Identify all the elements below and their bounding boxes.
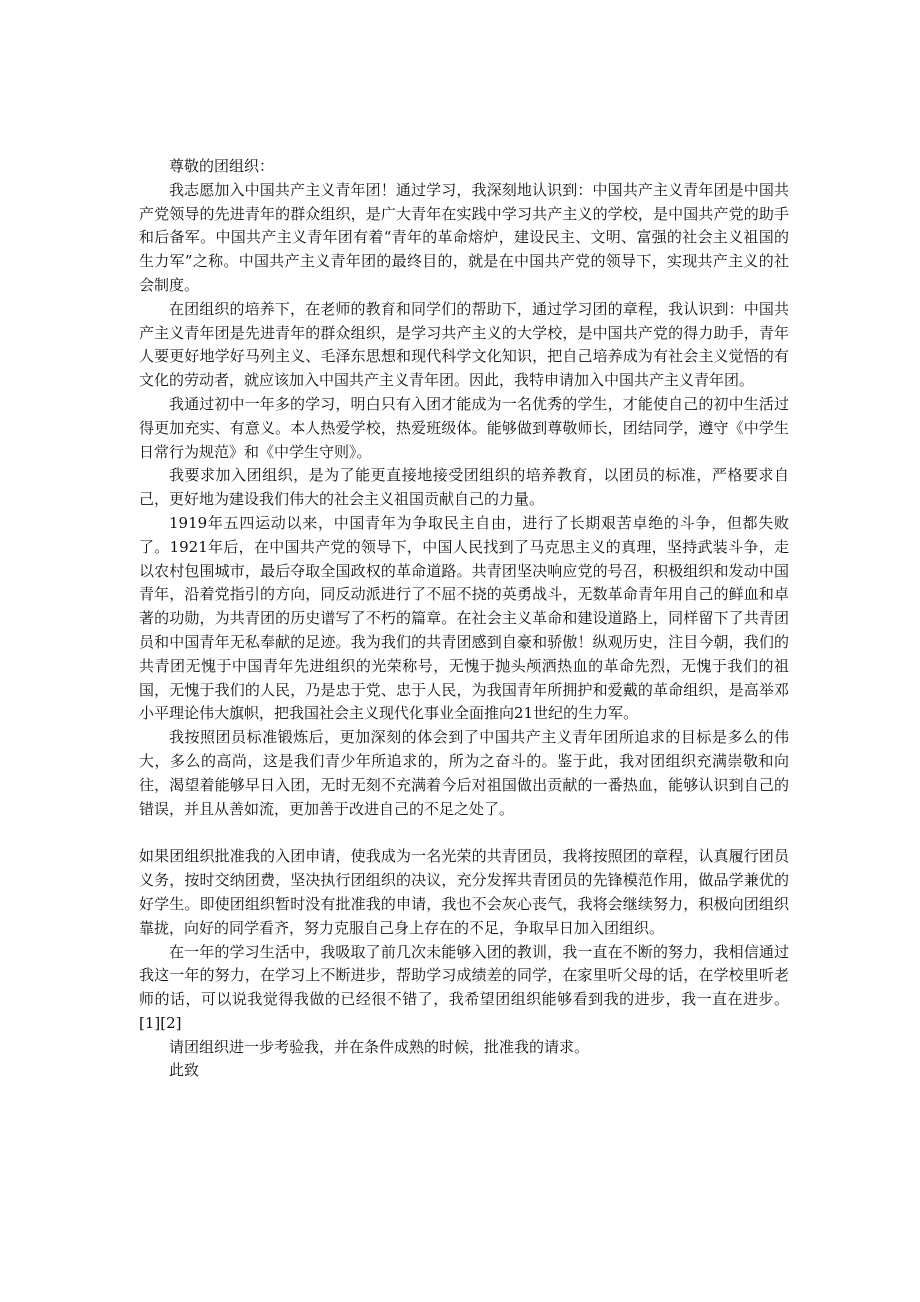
paragraph: 1919年五四运动以来，中国青年为争取民主自由，进行了长期艰苦卓绝的斗争，但都失败了。1921年后，在中国共产党的领导下，中国人民找到了马克思主义的真理，坚持武装斗争，走以农村包围城市，最后夺取全国政权的革命道路。共青团坚决响应党的号召，积极组织和发动中国青年，沿着党指引的方向，同反动派进行了不屈不挠的英勇战斗，无数革命青年用自己的鲜血和卓著的功勋，为共青团的历史谱写了不朽的篇章。在社会主义革命和建设道路上，同样留下了共青团员和中国青年无私奉献的足迹。我为我们的共青团感到自豪和骄傲！纵观历史，注目今朝，我们的共青团无愧于中国青年先进组织的光荣称号，无愧于抛头颅洒热血的革命先烈，无愧于我们的祖国，无愧于我们的人民，乃是忠于党、忠于人民，为我国青年所拥护和爱戴的革命组织，是高举邓小平理论伟大旗帜，把我国社会主义现代化事业全面推向21世纪的生力军。 [139,513,789,723]
paragraph: 我按照团员标准锻炼后，更加深刻的体会到了中国共产主义青年团所追求的目标是多么的伟大，多么的高尚，这是我们青少年所追求的，所为之奋斗的。鉴于此，我对团组织充满崇敬和向往，渴望着能够早日入团，无时无刻不充满着今后对祖国做出贡献的一番热血，能够认识到自己的错误，并且从善如流，更加善于改进自己的不足之处了。 [139,728,789,818]
paragraph-no-indent: 如果团组织批准我的入团申请，使我成为一名光荣的共青团员，我将按照团的章程，认真履行团员义务，按时交纳团费，坚决执行团组织的决议，充分发挥共青团员的先锋模范作用，做品学兼优的好学生。即使团组织暂时没有批准我的申请，我也不会灰心丧气，我将会继续努力，积极向团组织靠拢，向好的同学看齐，努力克服自己身上存在的不足，争取早日加入团组织。 [139,847,789,937]
paragraph: 在一年的学习生活中，我吸取了前几次未能够入团的教训，我一直在不断的努力，我相信通过我这一年的努力，在学习上不断进步，帮助学习成绩差的同学，在家里听父母的话，在学校里听老师的话，可以说我觉得我做的已经很不错了，我希望团组织能够看到我的进步，我一直在进步。[1][2] [139,942,789,1032]
blank-line [139,821,789,845]
paragraph: 在团组织的培养下，在老师的教育和同学们的帮助下，通过学习团的章程，我认识到：中国共产主义青年团是先进青年的群众组织，是学习共产主义的大学校，是中国共产党的得力助手，青年人要更好地学好马列主义、毛泽东思想和现代科学文化知识，把自己培养成为有社会主义觉悟的有文化的劳动者，就应该加入中国共产主义青年团。因此，我特申请加入中国共产主义青年团。 [139,299,789,390]
paragraph: 请团组织进一步考验我，并在条件成熟的时候，批准我的请求。 [169,1037,590,1056]
salutation: 尊敬的团组织： [169,157,275,175]
paragraph: 我要求加入团组织，是为了能更直接地接受团组织的培养教育，以团员的标准，严格要求自己，更好地为建设我们伟大的社会主义祖国贡献自己的力量。 [139,466,789,509]
paragraph: 我志愿加入中国共产主义青年团！通过学习，我深刻地认识到：中国共产主义青年团是中国共产党领导的先进青年的群众组织，是广大青年在实践中学习共产主义的学校，是中国共产党的助手和后备军。中国共产主义青年团有着“青年的革命熔炉，建设民主、文明、富强的社会主义祖国的生力军”之称。中国共产主义青年团的最终目的，就是在中国共产党的领导下，实现共产主义的社会制度。 [139,180,789,294]
letter-body [139,155,789,1083]
paragraph: 我通过初中一年多的学习，明白只有入团才能成为一名优秀的学生，才能使自己的初中生活过得更加充实、有意义。本人热爱学校，热爱班级体。能够做到尊敬师长，团结同学，遵守《中学生日常行为规范》和《中学生守则》。 [139,394,789,461]
closing: 此致 [169,1061,200,1080]
